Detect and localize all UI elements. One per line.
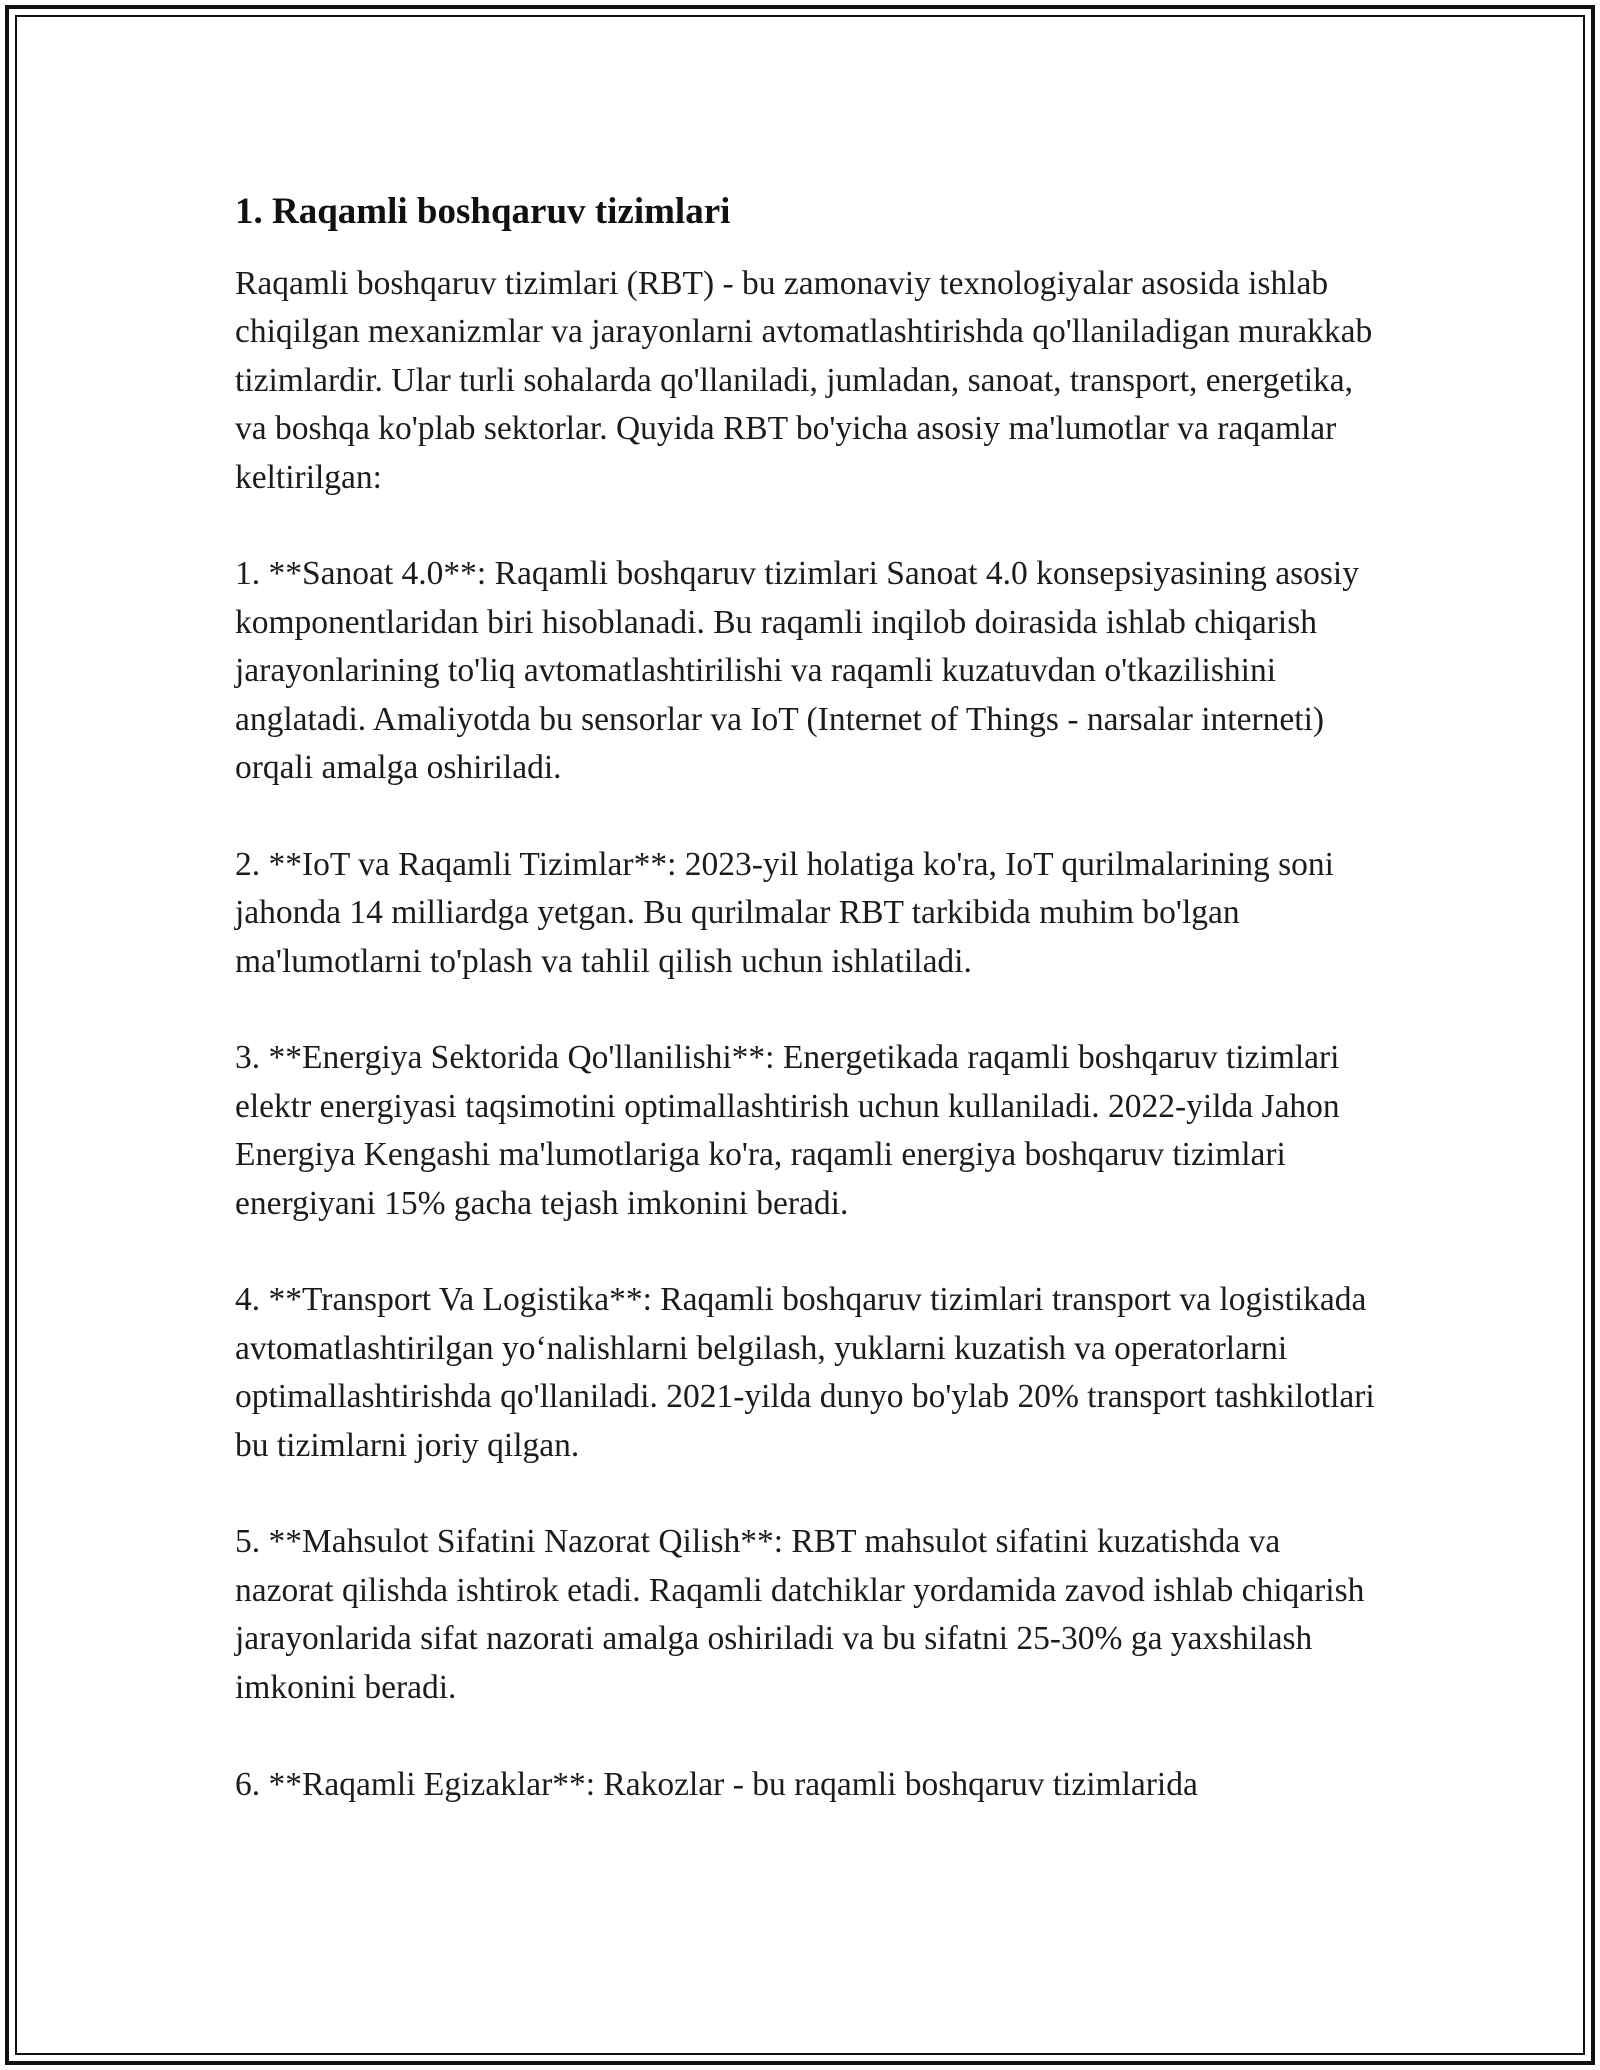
paragraph-item-6: 6. **Raqamli Egizaklar**: Rakozlar - bu raqamli boshqaruv tizimlarida [235, 1765, 1198, 1803]
paragraph-item-3: 3. **Energiya Sektorida Qo'llanilishi**: Energetikada raqamli boshqaruv tizimlari elektr energiyasi taqsimotini optimallashtirish uchun kullaniladi. 2022-yilda Jahon Energiya Kengashi ma'lumotlariga ko'ra, raqamli energiya boshqaruv tizimlari energiyani 15% gacha tejash imkonini beradi. [235, 1039, 1340, 1222]
paragraph-item-2: 2. **IoT va Raqamli Tizimlar**: 2023-yil holatiga ko'ra, IoT qurilmalarining soni jahonda 14 milliardga yetgan. Bu qurilmalar RBT tarkibida muhim bo'lgan ma'lumotlarni to'plash va tahlil qilish uchun ishlatiladi. [235, 845, 1334, 980]
paragraph-intro: Raqamli boshqaruv tizimlari (RBT) - bu zamonaviy texnologiyalar asosida ishlab chiqilgan mexanizmlar va jarayonlarni avtomatlashtirishda qo'llaniladigan murakkab tizimlardir. Ular turli sohalarda qo'llaniladi, jumladan, sanoat, transport, energetika, va boshqa ko'plab sektorlar. Quyida RBT bo'yicha asosiy ma'lumotlar va raqamlar keltirilgan: [235, 265, 1373, 496]
section-title: 1. Raqamli boshqaruv tizimlari [235, 191, 731, 232]
paragraph-item-4: 4. **Transport Va Logistika**: Raqamli boshqaruv tizimlari transport va logistikada avtomatlashtirilgan yo‘nalishlarni belgilash, yuklarni kuzatish va operatorlarni optimallashtirishda qo'llaniladi. 2021-yilda dunyo bo'ylab 20% transport tashkilotlari bu tizimlarni joriy qilgan. [235, 1281, 1375, 1464]
paragraph-item-5: 5. **Mahsulot Sifatini Nazorat Qilish**: RBT mahsulot sifatini kuzatishda va nazorat qilishda ishtirok etadi. Raqamli datchiklar yordamida zavod ishlab chiqarish jarayonlarida sifat nazorati amalga oshiriladi va bu sifatni 25-30% ga yaxshilash imkonini beradi. [235, 1523, 1365, 1706]
paragraph-item-1: 1. **Sanoat 4.0**: Raqamli boshqaruv tizimlari Sanoat 4.0 konsepsiyasining asosiy komponentlaridan biri hisoblanadi. Bu raqamli inqilob doirasida ishlab chiqarish jarayonlarining to'liq avtomatlashtirilishi va raqamli kuzatuvdan o'tkazilishini anglatadi. Amaliyotda bu sensorlar va IoT (Internet of Things - narsalar interneti) orqali amalga oshiriladi. [235, 555, 1359, 787]
document-body [235, 190, 1375, 1857]
